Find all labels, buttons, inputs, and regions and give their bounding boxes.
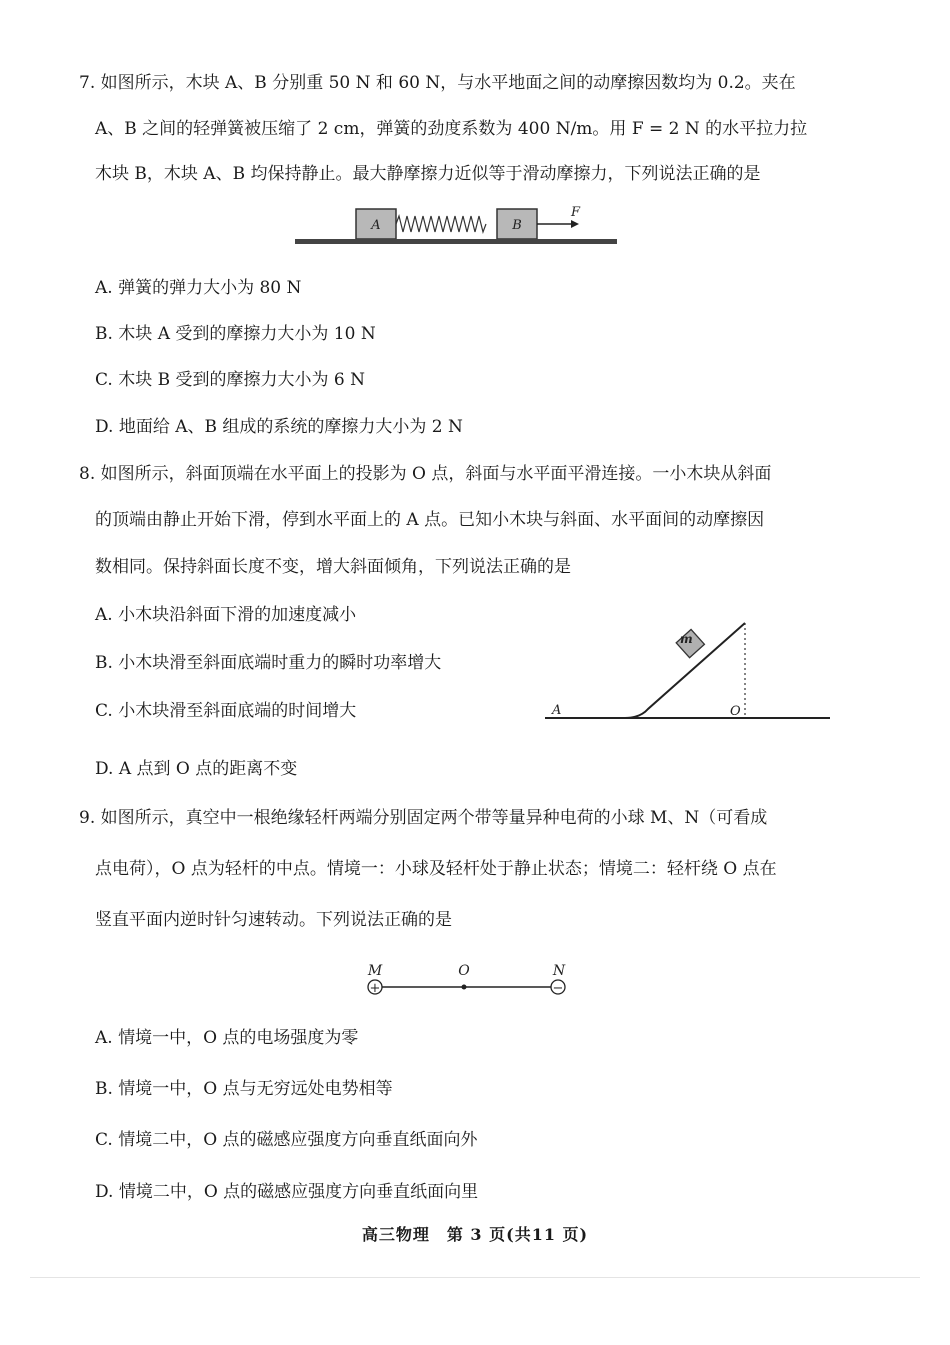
q8-option-d: D. A 点到 O 点的距离不变 bbox=[95, 759, 298, 779]
spring bbox=[396, 216, 486, 232]
q7-stem-line3: 木块 B，木块 A、B 均保持静止。最大静摩擦力近似等于滑动摩擦力，下列说法正确的是 bbox=[95, 164, 761, 184]
q8-option-c: C. 小木块滑至斜面底端的时间增大 bbox=[95, 701, 357, 721]
page-footer: 高三物理 第 3 页(共11 页) bbox=[361, 1225, 589, 1244]
q8-stem-line3: 数相同。保持斜面长度不变，增大斜面倾角，下列说法正确的是 bbox=[95, 557, 571, 577]
q7-stem-line2: A、B 之间的轻弹簧被压缩了 2 cm，弹簧的劲度系数为 400 N/m。用 F = 2 N 的水平拉力拉 bbox=[95, 119, 808, 139]
label-n: N bbox=[552, 963, 566, 979]
q8-option-a: A. 小木块沿斜面下滑的加速度减小 bbox=[95, 605, 357, 625]
q8-option-b: B. 小木块滑至斜面底端时重力的瞬时功率增大 bbox=[95, 653, 442, 673]
force-arrowhead bbox=[571, 220, 579, 228]
bottom-divider bbox=[30, 1277, 920, 1278]
q9-option-d: D. 情境二中，O 点的磁感应强度方向垂直纸面向里 bbox=[95, 1182, 479, 1202]
mass-label: m bbox=[680, 632, 693, 646]
q8-stem-line1: 8. 如图所示，斜面顶端在水平面上的投影为 O 点，斜面与水平面平滑连接。一小木块从斜面 bbox=[79, 464, 772, 484]
q7-option-b: B. 木块 A 受到的摩擦力大小为 10 N bbox=[95, 324, 376, 344]
ground bbox=[295, 239, 617, 244]
q9-stem-line1: 9. 如图所示，真空中一根绝缘轻杆两端分别固定两个带等量异种电荷的小球 M、N（可看成 bbox=[79, 808, 768, 828]
plus-sign: + bbox=[369, 981, 381, 996]
q7-option-a: A. 弹簧的弹力大小为 80 N bbox=[95, 278, 302, 298]
q8-incline-figure bbox=[540, 615, 835, 725]
label-o: O bbox=[458, 963, 470, 979]
q9-option-a: A. 情境一中，O 点的电场强度为零 bbox=[95, 1028, 359, 1048]
q9-option-c: C. 情境二中，O 点的磁感应强度方向垂直纸面向外 bbox=[95, 1130, 478, 1150]
q9-stem-line2: 点电荷），O 点为轻杆的中点。情境一：小球及轻杆处于静止状态；情境二：轻杆绕 O 点在 bbox=[95, 859, 777, 879]
point-a-label: A bbox=[552, 703, 562, 718]
q7-spring-blocks-figure bbox=[290, 203, 620, 251]
q8-stem-line2: 的顶端由静止开始下滑，停到水平面上的 A 点。已知小木块与斜面、水平面间的动摩擦因 bbox=[95, 510, 765, 530]
q7-option-d: D. 地面给 A、B 组成的系统的摩擦力大小为 2 N bbox=[95, 417, 463, 437]
q7-stem-line1: 7. 如图所示，木块 A、B 分别重 50 N 和 60 N，与水平地面之间的动摩擦因数均为 0.2。夹在 bbox=[79, 73, 796, 93]
minus-sign: − bbox=[552, 981, 564, 996]
q9-stem-line3: 竖直平面内逆时针匀速转动。下列说法正确的是 bbox=[95, 910, 452, 930]
block-b-label: B bbox=[512, 218, 522, 233]
point-o-label: O bbox=[730, 704, 741, 719]
q7-option-c: C. 木块 B 受到的摩擦力大小为 6 N bbox=[95, 370, 366, 390]
q9-option-b: B. 情境一中，O 点与无穷远处电势相等 bbox=[95, 1079, 393, 1099]
q9-charged-rod-figure bbox=[360, 960, 575, 1000]
midpoint-o bbox=[462, 985, 467, 990]
force-label: F bbox=[571, 205, 581, 220]
label-m: M bbox=[367, 963, 383, 979]
block-a-label: A bbox=[371, 218, 381, 233]
